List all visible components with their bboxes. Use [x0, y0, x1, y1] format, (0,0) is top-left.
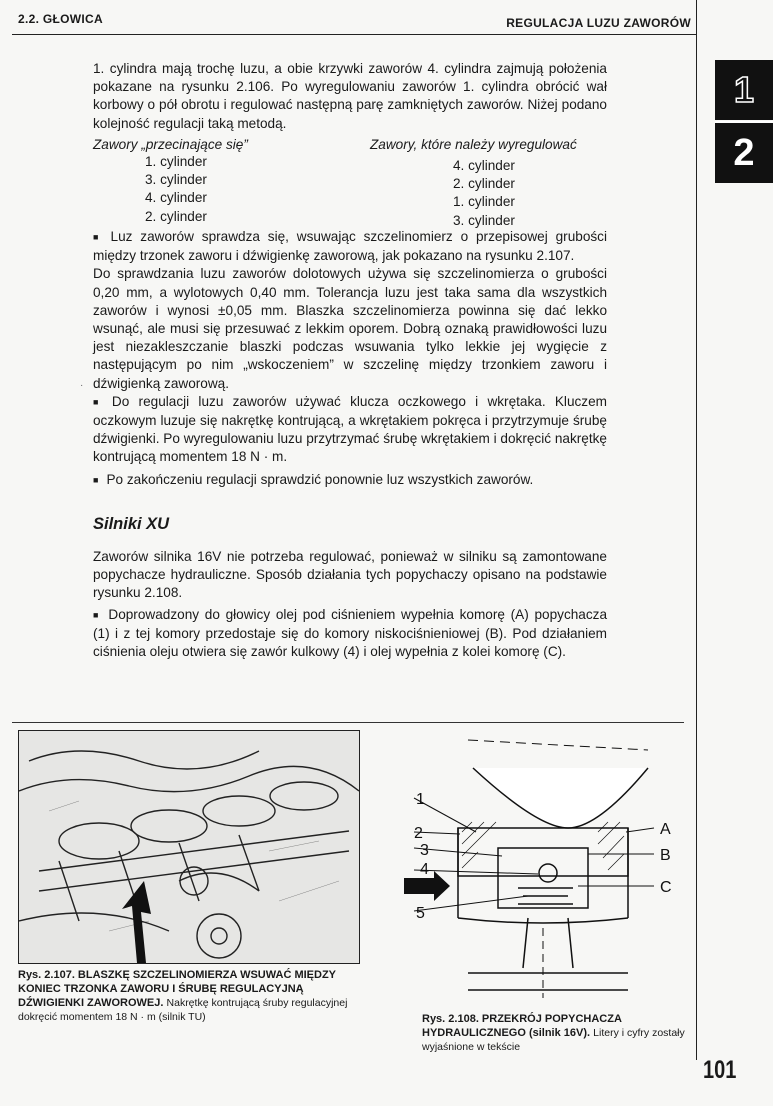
label-4: 4: [420, 861, 429, 878]
paragraph-adjustment-tools: ■ Do regulacji luzu zaworów używać klucza oczkowego i wkrętaka. Kluczem oczkowym luzuje się nakrętkę kontrującą, a wkrętakiem pokręca i przytrzymuje śrubę dźwigienki. Po wyregulowaniu luzu przytrzymać śrubę wkrętakiem i dokręcić nakrętkę kontrującą momentem 18 N · m.: [93, 393, 607, 467]
table-left-column: [145, 153, 207, 226]
table-right-header: Zawory, które należy wyregulować: [370, 137, 577, 152]
caption-text: Nakrętkę kontrującą śruby regulacyjnej dokręcić momentem 18 N · m (silnik TU): [18, 997, 348, 1023]
label-B: B: [660, 847, 671, 864]
paragraph-clearance-check: ■ Luz zaworów sprawdza się, wsuwając szczelinomierz o przepisowej grubości między trzonek zaworu i dźwigienkę zaworową, jak pokazano na rysunku 2.107.: [93, 228, 607, 265]
label-1: 1: [416, 791, 425, 808]
xu-text: [93, 548, 607, 661]
engine-photo-illustration: [19, 731, 359, 963]
caption-title: Rys. 2.108. PRZEKRÓJ POPYCHACZA HYDRAULICZNEGO (silnik 16V).: [422, 1013, 622, 1039]
table-cell: 1. cylinder: [145, 154, 207, 169]
table-left-header: Zawory „przecinające się”: [93, 137, 248, 152]
label-2: 2: [414, 825, 423, 842]
figure-2107-photo: [18, 730, 360, 964]
body-text: [93, 228, 607, 490]
hydraulic-lifter-section: [398, 728, 698, 1000]
figure-2108-caption: [422, 1012, 692, 1054]
table-cell: 3. cylinder: [453, 212, 515, 228]
label-A: A: [660, 821, 671, 838]
chapter-header: REGULACJA LUZU ZAWORÓW: [506, 16, 691, 30]
table-cell: 4. cylinder: [453, 158, 515, 173]
intro-paragraph: 1. cylindra mają trochę luzu, a obie krzywki zaworów 4. cylindra zajmują położenia pokazane na rysunku 2.106. Po wyregulowaniu zaworów 1. cylindra obrócić wał korbowy o pół obrotu i regulować następną parę zamkniętych zaworów. Niżej podano kolejność regulacji taką metodą.: [93, 61, 607, 131]
table-cell: 1. cylinder: [453, 194, 515, 210]
label-C: C: [660, 879, 672, 896]
figure-2107-caption: [18, 968, 348, 1024]
label-3: 3: [420, 842, 429, 859]
chapter-tab-2[interactable]: 2: [715, 123, 773, 183]
table-cell: 2. cylinder: [145, 208, 207, 224]
figure-rule: [12, 722, 684, 723]
caption-title: Rys. 2.107. BLASZKĘ SZCZELINOMIERZA WSUWAĆ MIĘDZY KONIEC TRZONKA ZAWORU I ŚRUBĘ REGULACYJNĄ DŹWIGIENKI ZAWOROWEJ.: [18, 969, 336, 1009]
caption-text: Litery i cyfry zostały wyjaśnione w tekście: [422, 1027, 685, 1053]
section-header: 2.2. GŁOWICA: [18, 12, 103, 26]
paragraph-oil-flow: ■ Doprowadzony do głowicy olej pod ciśnieniem wypełnia komorę (A) popychacza (1) i z tej komory przedostaje się do komory niskociśnieniowej (B). Pod działaniem ciśnienia oleju otwiera się zawór kulkowy (4) i olej wypełnia z kolei komorę (C).: [93, 606, 607, 662]
section-title-xu: Silniki XU: [93, 515, 170, 533]
table-cell: 4. cylinder: [145, 190, 207, 206]
header-rule: [12, 34, 696, 35]
paragraph-hydraulic-lifters: Zaworów silnika 16V nie potrzeba regulować, ponieważ w silniku są zamontowane popychacze hydrauliczne. Sposób działania tych popychaczy opisano na podstawie rysunku 2.108.: [93, 549, 607, 601]
paragraph-recheck: ■ Po zakończeniu regulacji sprawdzić ponownie luz wszystkich zaworów.: [93, 471, 607, 490]
table-cell: 3. cylinder: [145, 172, 207, 188]
chapter-tab-1[interactable]: 1: [715, 60, 773, 120]
page-number: 101: [703, 1056, 737, 1084]
paragraph-feeler-gauge: Do sprawdzania luzu zaworów dolotowych używa się szczelinomierza o grubości 0,20 mm, a wylotowych 0,40 mm. Tolerancja luzu jest taka sama dla wszystkich zaworów i wynosi ±0,05 mm. Blaszka szczelinomierza powinna się dać lekko wsunąć, ale musi się przesuwać z lekkim oporem. Dobrą oznaką prawidłowości luzu jest niezakleszczanie blaszki podczas wsuwania tylko lekkie jej wygięcie z następującym po nim „wskoczeniem” w szczelinę między trzonkiem zaworu i dźwigienką zaworową.: [93, 266, 607, 391]
figure-2108-diagram: [398, 728, 698, 1000]
table-cell: 2. cylinder: [453, 176, 515, 192]
stray-mark: ·: [80, 380, 84, 391]
label-5: 5: [416, 905, 425, 922]
table-right-column: [453, 157, 515, 230]
